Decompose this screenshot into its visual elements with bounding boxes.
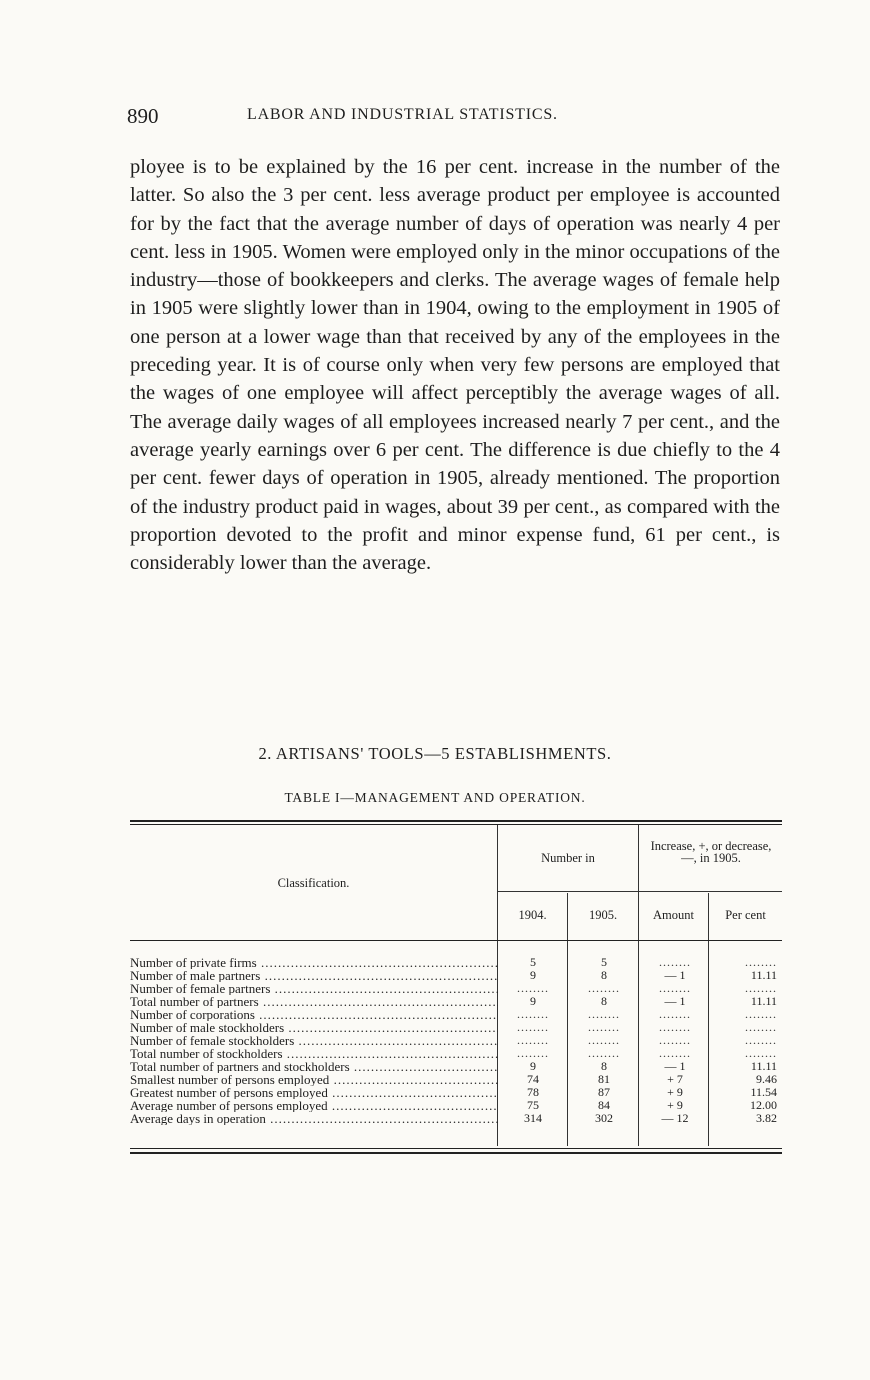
- section-title: 2. ARTISANS' TOOLS—5 ESTABLISHMENTS.: [258, 744, 612, 763]
- cell-amount: ........: [659, 1047, 691, 1060]
- cell-1904: ........: [517, 1008, 549, 1021]
- table-title: TABLE I—MANAGEMENT AND OPERATION.: [284, 790, 586, 805]
- cell-1904: 78: [527, 1086, 539, 1099]
- cell-amount: — 1: [664, 969, 686, 982]
- cell-percent: ........: [745, 982, 777, 995]
- row-label: Number of male stockholders .....: [130, 1021, 498, 1034]
- cell-1905: 5: [601, 956, 607, 969]
- cell-1904: ........: [517, 1047, 549, 1060]
- cell-1905: 81: [598, 1073, 610, 1086]
- cell-percent: 3.82: [756, 1112, 777, 1125]
- body-divider: [708, 941, 709, 1146]
- cell-1904: ........: [517, 1034, 549, 1047]
- cell-1905: 84: [598, 1099, 610, 1112]
- cell-amount: + 7: [667, 1073, 683, 1086]
- cell-1905: ........: [588, 1034, 620, 1047]
- row-label: Average days in operation .....: [130, 1112, 498, 1125]
- row-label: Number of female partners .....: [130, 982, 498, 995]
- management-operation-table: [130, 820, 782, 1160]
- row-label: Number of corporations .....: [130, 1008, 498, 1021]
- table-top-rule-thin: [130, 824, 782, 825]
- cell-amount: — 1: [664, 1060, 686, 1073]
- cell-1905: 302: [595, 1112, 613, 1125]
- cell-percent: ........: [745, 1047, 777, 1060]
- cell-amount: ........: [659, 956, 691, 969]
- header-divider: [638, 825, 639, 940]
- table-bottom-rule: [130, 1152, 782, 1154]
- cell-amount: ........: [659, 1021, 691, 1034]
- row-label: Greatest number of persons employed .....: [130, 1086, 498, 1099]
- cell-percent: ........: [745, 1008, 777, 1021]
- page-header: [127, 104, 787, 134]
- cell-1904: 75: [527, 1099, 539, 1112]
- cell-amount: ........: [659, 982, 691, 995]
- header-subrule: [498, 891, 782, 892]
- cell-1904: 9: [530, 995, 536, 1008]
- cell-percent: ........: [745, 956, 777, 969]
- table-top-rule: [130, 820, 782, 822]
- cell-percent: 11.11: [750, 969, 777, 982]
- row-label: Total number of partners and stockholders .....: [130, 1060, 498, 1073]
- cell-1904: 314: [524, 1112, 542, 1125]
- cell-percent: 11.11: [750, 1060, 777, 1073]
- cell-1904: ........: [517, 1021, 549, 1034]
- cell-amount: — 12: [661, 1112, 689, 1125]
- cell-amount: + 9: [667, 1086, 683, 1099]
- cell-1905: ........: [588, 982, 620, 995]
- cell-1905: 87: [598, 1086, 610, 1099]
- cell-percent: 11.54: [750, 1086, 777, 1099]
- cell-percent: ........: [745, 1034, 777, 1047]
- cell-1905: 8: [601, 1060, 607, 1073]
- cell-percent: 12.00: [750, 1099, 777, 1112]
- page-number: 890: [127, 104, 159, 128]
- cell-amount: + 9: [667, 1099, 683, 1112]
- classification-header: Classification.: [277, 876, 350, 890]
- cell-1905: 8: [601, 995, 607, 1008]
- cell-1904: 9: [530, 969, 536, 982]
- cell-1904: 9: [530, 1060, 536, 1073]
- cell-percent: 9.46: [756, 1073, 777, 1086]
- percent-header: Per cent: [725, 908, 766, 922]
- table-bottom-rule-thin: [130, 1148, 782, 1149]
- cell-1904: ........: [517, 982, 549, 995]
- row-label: Number of private firms .....: [130, 956, 498, 969]
- cell-1904: 74: [527, 1073, 539, 1086]
- cell-1905: ........: [588, 1047, 620, 1060]
- row-label: Total number of partners .....: [130, 995, 498, 1008]
- year-1905-header: 1905.: [588, 908, 618, 922]
- row-label: Number of female stockholders .....: [130, 1034, 498, 1047]
- cell-amount: ........: [659, 1008, 691, 1021]
- body-divider: [638, 941, 639, 1146]
- header-bottom-rule: [130, 940, 782, 941]
- cell-percent: ........: [745, 1021, 777, 1034]
- cell-1905: ........: [588, 1008, 620, 1021]
- number-in-header: Number in: [541, 851, 595, 865]
- header-divider: [497, 825, 498, 940]
- cell-1905: 8: [601, 969, 607, 982]
- increase-header: Increase, +, or decrease, —, in 1905.: [650, 839, 772, 865]
- cell-amount: ........: [659, 1034, 691, 1047]
- cell-percent: 11.11: [750, 995, 777, 1008]
- body-divider: [567, 941, 568, 1146]
- cell-1905: ........: [588, 1021, 620, 1034]
- row-label: Smallest number of persons employed .....: [130, 1073, 498, 1086]
- row-label: Total number of stockholders .....: [130, 1047, 498, 1060]
- cell-amount: — 1: [664, 995, 686, 1008]
- running-title: LABOR AND INDUSTRIAL STATISTICS.: [247, 106, 558, 123]
- body-paragraph: ployee is to be explained by the 16 per cent. increase in the number of the latter. So also the 3 per cent. less average product per employee is accounted for by the fact that the average number of days of operation was nearly 4 per cent. less in 1905. Women were employed only in the minor occupations of the industry—those of bookkeepers and clerks. The average wages of female help in 1905 were slightly lower than in 1904, owing to the employment in 1905 of one person at a lower wage than that received by any of the employees in the preceding year. It is of course only when very few persons are employed that the wages of one employee will affect perceptibly the average wages of all. The average daily wages of all employees increased nearly 7 per cent., and the average yearly earnings over 6 per cent. The difference is due chiefly to the 4 per cent. fewer days of operation in 1905, already mentioned. The proportion of the industry product paid in wages, about 39 per cent., as compared with the proportion devoted to the profit and minor expense fund, 61 per cent., is considerably lower than the average.: [130, 156, 780, 575]
- row-label: Number of male partners .....: [130, 969, 498, 982]
- cell-1904: 5: [530, 956, 536, 969]
- year-1904-header: 1904.: [518, 908, 547, 922]
- row-label: Average number of persons employed .....: [130, 1099, 498, 1112]
- amount-header: Amount: [653, 908, 694, 922]
